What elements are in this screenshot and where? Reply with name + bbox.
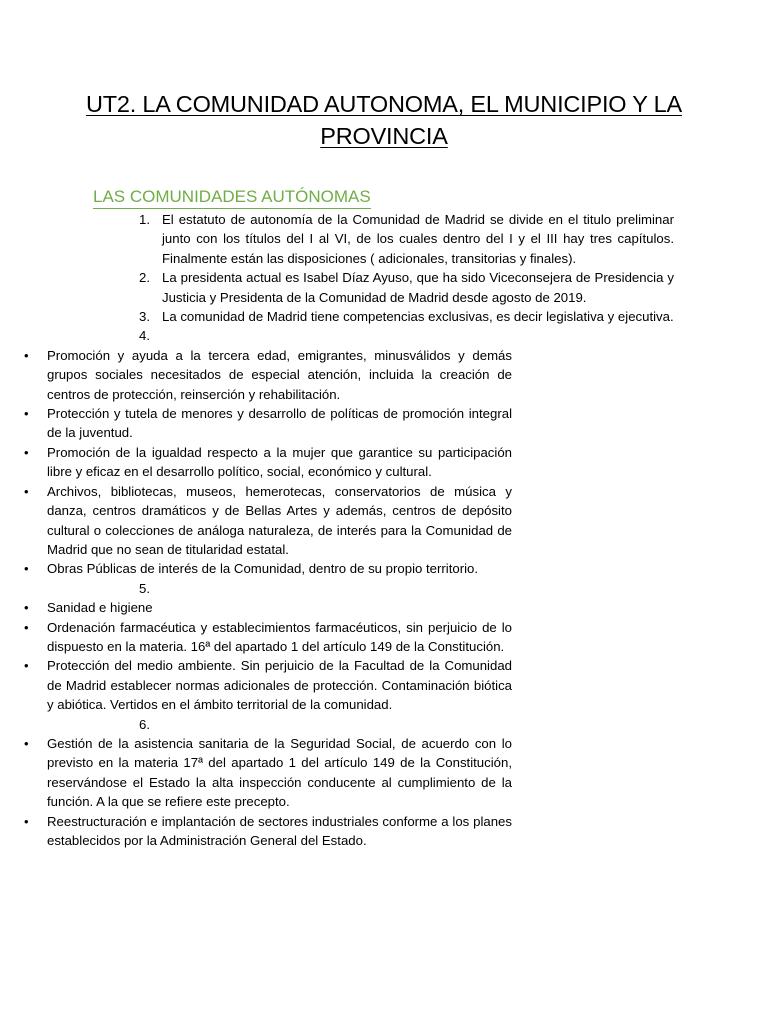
list-item-text: La presidenta actual es Isabel Díaz Ayuso, que ha sido Viceconsejera de Presidencia y Justicia y Presidenta de la Comunidad de Madrid desde agosto de 2019. — [162, 270, 674, 305]
bullet-item — [24, 598, 512, 617]
bullet-icon: • — [24, 347, 29, 363]
bullet-icon: • — [24, 483, 29, 499]
numbered-list — [0, 210, 768, 850]
bullet-item — [24, 734, 512, 812]
document-title: UT2. LA COMUNIDAD AUTONOMA, EL MUNICIPIO Y LA PROVINCIA — [85, 91, 683, 149]
bullet-text: Gestión de la asistencia sanitaria de la Seguridad Social, de acuerdo con lo previsto en la materia 17ª del apartado 1 del artículo 149 de la Constitución, reservándose el Estado la alta inspección conducente al cumplimiento de la función. A la que se refiere este precepto. — [47, 735, 512, 810]
bullet-icon: • — [24, 561, 29, 577]
list-item — [139, 326, 674, 345]
bullet-icon: • — [24, 444, 29, 460]
list-number: 2. — [139, 270, 150, 286]
list-item — [139, 307, 674, 326]
list-item — [139, 268, 674, 307]
bullet-item — [24, 404, 512, 443]
bullet-item — [24, 443, 512, 482]
bullet-text: Sanidad e higiene — [47, 600, 153, 616]
bullet-icon: • — [24, 600, 29, 616]
bullet-list — [0, 598, 768, 714]
list-item-text: El estatuto de autonomía de la Comunidad de Madrid se divide en el titulo preliminar junto con los títulos del I al VI, de los cuales dentro del I y el III hay tres capítulos. Finalmente están las disposiciones ( adicionales, transitorias y finales). — [162, 212, 674, 266]
list-item-text — [162, 328, 166, 343]
bullet-text: Protección y tutela de menores y desarrollo de políticas de promoción integral de la juventud. — [47, 406, 512, 441]
bullet-list — [0, 734, 768, 850]
bullet-list — [0, 346, 768, 579]
list-number: 3. — [139, 309, 150, 325]
bullet-item — [24, 812, 512, 851]
bullet-text: Reestructuración e implantación de sectores industriales conforme a los planes establecidos por la Administración General del Estado. — [47, 813, 512, 848]
bullet-text: Ordenación farmacéutica y establecimientos farmacéuticos, sin perjuicio de lo dispuesto en la materia. 16ª del apartado 1 del artículo 149 de la Constitución. — [47, 619, 512, 654]
bullet-icon: • — [24, 619, 29, 635]
bullet-item — [24, 559, 512, 578]
bullet-icon: • — [24, 658, 29, 674]
bullet-text: Promoción y ayuda a la tercera edad, emigrantes, minusválidos y demás grupos sociales necesitados de especial atención, incluida la creación de centros de protección, reinserción y rehabilitación. — [47, 347, 512, 402]
bullet-item — [24, 482, 512, 560]
bullet-icon: • — [24, 813, 29, 829]
list-item — [139, 579, 674, 598]
bullet-icon: • — [24, 406, 29, 422]
bullet-text: Obras Públicas de interés de la Comunidad, dentro de su propio territorio. — [47, 561, 479, 577]
list-item — [139, 715, 674, 734]
bullet-icon: • — [24, 735, 29, 751]
bullet-item — [24, 656, 512, 714]
list-item-text — [162, 581, 166, 596]
list-number: 4. — [139, 328, 150, 344]
list-item-text — [162, 717, 166, 732]
bullet-item — [24, 618, 512, 657]
section-heading: LAS COMUNIDADES AUTÓNOMAS — [93, 186, 371, 209]
bullet-text: Archivos, bibliotecas, museos, hemerotecas, conservatorios de música y danza, centros dramáticos y de Bellas Artes y además, centros de depósito cultural o colecciones de análoga naturaleza, de interés para la Comunidad de Madrid que no sean de titularidad estatal. — [47, 483, 512, 557]
list-item-text: La comunidad de Madrid tiene competencias exclusivas, es decir legislativa y ejecutiva. — [162, 309, 674, 325]
bullet-item — [24, 346, 512, 404]
bullet-text: Protección del medio ambiente. Sin perjuicio de la Facultad de la Comunidad de Madrid establecer normas adicionales de protección. Contaminación biótica y abiótica. Vertidos en el ámbito territorial de la comunidad. — [47, 658, 512, 713]
bullet-text: Promoción de la igualdad respecto a la mujer que garantice su participación libre y eficaz en el desarrollo político, social, económico y cultural. — [47, 444, 512, 480]
list-number: 1. — [139, 212, 150, 227]
list-number: 5. — [139, 580, 150, 596]
list-number: 6. — [139, 716, 150, 732]
list-item — [139, 210, 674, 268]
